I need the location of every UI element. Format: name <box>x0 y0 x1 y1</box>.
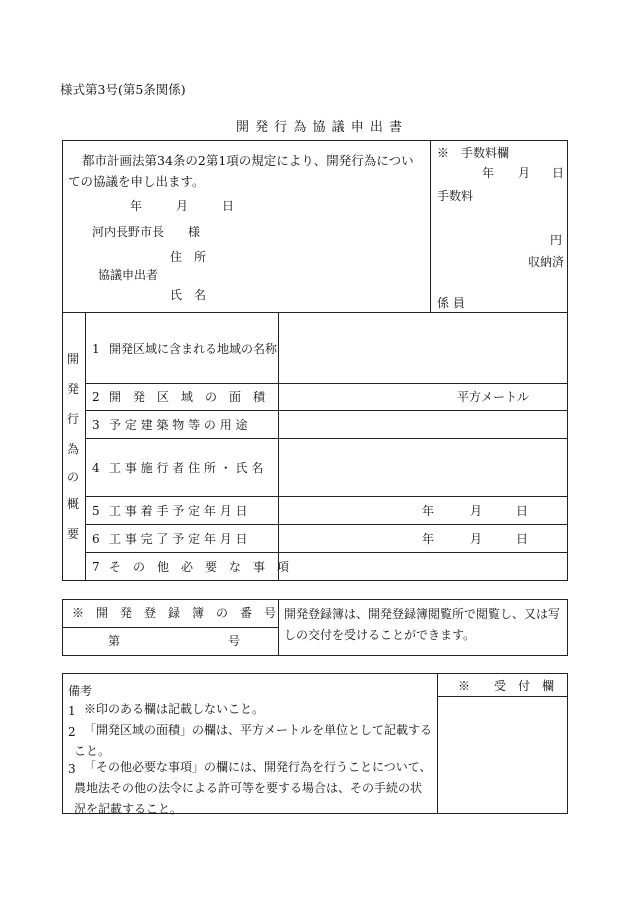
summary-side-divider <box>85 313 86 581</box>
fee-year: 年 <box>482 166 495 180</box>
address-label: 住 所 <box>170 250 207 264</box>
applicant-label: 協議申出者 <box>98 268 159 282</box>
application-body-text: 都市計画法第34条の2第1項の規定により、開発行為についての協議を申し出ます。 <box>68 153 414 190</box>
side-label-char: の <box>67 470 80 484</box>
remark-number: 2 <box>68 725 76 739</box>
fee-label: 手数料 <box>437 189 474 203</box>
name-label: 氏 名 <box>170 288 207 302</box>
remark-number: 3 <box>68 762 76 776</box>
form-number: 様式第3号(第5条関係) <box>60 82 186 97</box>
remark-text: 「その他必要な事項」の欄には、開発行為を行うことについて、農地法その他の法令による許可等を要する場合は、その手続の状況を記載すること。 <box>74 760 432 816</box>
start-day: 日 <box>516 504 529 518</box>
staff-label: 係 員 <box>437 296 465 310</box>
row-number: 6 <box>92 532 100 546</box>
row-label: そ の 他 必 要 な 事 項 <box>109 560 290 574</box>
remark-text: ※印のある欄は記載しないこと。 <box>84 702 265 716</box>
end-year: 年 <box>422 532 435 546</box>
row-label: 工 事 施 行 者 住 所 ・ 氏 名 <box>109 461 264 475</box>
remark-number: 1 <box>68 704 76 718</box>
side-label-char: 為 <box>67 442 80 456</box>
row-number: 2 <box>92 390 100 404</box>
application-day: 日 <box>222 199 235 213</box>
row-number: 3 <box>92 418 100 432</box>
row-label: 開発区域に含まれる地域の名称 <box>109 342 278 356</box>
side-label-char: 概 <box>67 497 80 511</box>
remark-text: 「開発区域の面積」の欄は、平方メートルを単位として記載すること。 <box>74 723 433 758</box>
registry-dai: 第 <box>108 634 121 648</box>
side-label-char: 開 <box>67 352 80 366</box>
row-number: 4 <box>92 461 100 475</box>
side-label-char: 要 <box>67 527 80 541</box>
row-number: 5 <box>92 504 100 518</box>
registry-note: 開発登録簿は、開発登録簿閲覧所で閲覧し、又は写しの交付を受けることができます。 <box>284 607 561 642</box>
fee-box-title: ※ 手数料欄 <box>437 146 510 160</box>
yen-label: 円 <box>550 233 563 247</box>
registry-go: 号 <box>228 634 241 648</box>
start-month: 月 <box>470 504 483 518</box>
summary-value-divider <box>278 313 279 581</box>
row-number: 7 <box>92 560 100 574</box>
end-month: 月 <box>470 532 483 546</box>
row-label: 工 事 着 手 予 定 年 月 日 <box>109 504 248 518</box>
row-label: 予 定 建 築 物 等 の 用 途 <box>109 418 248 432</box>
application-year: 年 <box>130 199 143 213</box>
fee-day: 日 <box>552 166 565 180</box>
row-number: 1 <box>92 342 100 356</box>
application-month: 月 <box>176 199 189 213</box>
area-unit: 平方メートル <box>457 390 530 404</box>
remarks-title: 備考 <box>68 684 93 698</box>
page-title: 開 発 行 為 協 議 申 出 書 <box>236 120 404 135</box>
fee-divider <box>430 140 431 313</box>
start-year: 年 <box>422 504 435 518</box>
row-label: 開 発 区 域 の 面 積 <box>109 390 266 404</box>
reception-label: ※ 受 付 欄 <box>458 679 555 693</box>
registry-header: ※ 開 発 登 録 簿 の 番 号 <box>72 606 277 620</box>
side-label-char: 行 <box>67 412 80 426</box>
paid-label: 収納済 <box>528 255 565 269</box>
side-label-char: 発 <box>67 382 80 396</box>
fee-month: 月 <box>518 166 531 180</box>
end-day: 日 <box>516 532 529 546</box>
row-label: 工 事 完 了 予 定 年 月 日 <box>109 532 248 546</box>
addressee: 河内長野市長 様 <box>92 225 201 239</box>
